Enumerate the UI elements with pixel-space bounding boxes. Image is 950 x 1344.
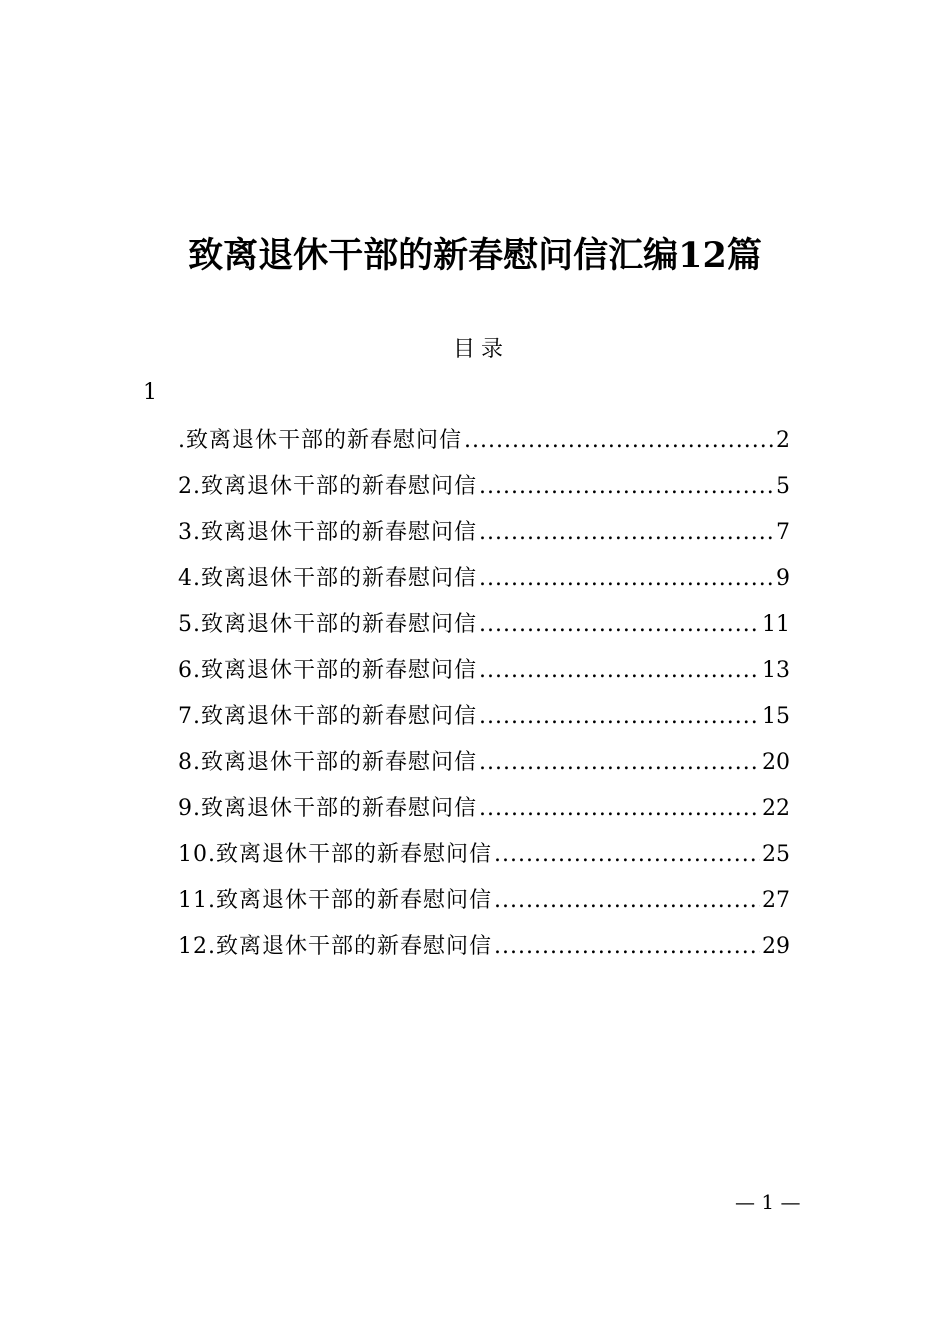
toc-entry[interactable]: [178, 793, 790, 839]
toc-entry-title: 4.致离退休干部的新春慰问信: [178, 566, 477, 591]
toc-entry-title: 12.致离退休干部的新春慰问信: [178, 934, 492, 959]
toc-dot-leader: [479, 471, 774, 503]
toc-entry[interactable]: [178, 425, 790, 471]
toc-entry-title: 2.致离退休干部的新春慰问信: [178, 474, 477, 499]
toc-dot-leader: [479, 747, 760, 779]
toc-entry[interactable]: [178, 885, 790, 931]
toc-dot-leader: [479, 793, 760, 825]
toc-dot-leader: [479, 655, 760, 687]
toc-entry-page: 5: [776, 474, 790, 499]
toc-dot-leader: [494, 931, 760, 963]
toc-entry-title: 6.致离退休干部的新春慰问信: [178, 658, 477, 683]
toc-entry-page: 20: [762, 750, 790, 775]
toc-entry-page: 15: [762, 704, 790, 729]
toc-entry-title: 11.致离退休干部的新春慰问信: [178, 888, 492, 913]
toc-dot-leader: [479, 609, 760, 641]
toc-entry-page: 29: [762, 934, 790, 959]
toc-entry[interactable]: [178, 563, 790, 609]
toc-entry-title: 8.致离退休干部的新春慰问信: [178, 750, 477, 775]
toc-entry-page: 25: [762, 842, 790, 867]
toc-entry[interactable]: [178, 839, 790, 885]
toc-dot-leader: [494, 839, 760, 871]
toc-entry-page: 13: [762, 658, 790, 683]
page-number-footer: — 1 —: [735, 1190, 801, 1214]
toc-entry[interactable]: [178, 655, 790, 701]
toc-dot-leader: [479, 563, 774, 595]
toc-dot-leader: [479, 517, 774, 549]
toc-entry-title: 10.致离退休干部的新春慰问信: [178, 842, 492, 867]
toc-dot-leader: [494, 885, 760, 917]
toc-entry-page: 11: [762, 612, 790, 637]
toc-entry[interactable]: [178, 471, 790, 517]
toc-heading: 目录: [452, 337, 509, 362]
toc-entry-page: 22: [762, 796, 790, 821]
toc-entry-title: 9.致离退休干部的新春慰问信: [178, 796, 477, 821]
toc-entry-title: 3.致离退休干部的新春慰问信: [178, 520, 477, 545]
toc-dot-leader: [464, 425, 774, 457]
toc-entry-page: 7: [776, 520, 790, 545]
toc-entry-page: 27: [762, 888, 790, 913]
toc-number-fragment: 1: [143, 380, 157, 405]
toc-entry[interactable]: [178, 931, 790, 977]
document-title: 致离退休干部的新春慰问信汇编12篇: [188, 235, 762, 276]
toc-entry[interactable]: [178, 517, 790, 563]
toc-entry-title: .致离退休干部的新春慰问信: [178, 428, 462, 453]
table-of-contents: [178, 425, 790, 977]
toc-entry-page: 2: [776, 428, 790, 453]
toc-entry-title: 5.致离退休干部的新春慰问信: [178, 612, 477, 637]
toc-entry-page: 9: [776, 566, 790, 591]
toc-dot-leader: [479, 701, 760, 733]
toc-entry-title: 7.致离退休干部的新春慰问信: [178, 704, 477, 729]
toc-entry[interactable]: [178, 701, 790, 747]
toc-entry[interactable]: [178, 747, 790, 793]
toc-entry[interactable]: [178, 609, 790, 655]
